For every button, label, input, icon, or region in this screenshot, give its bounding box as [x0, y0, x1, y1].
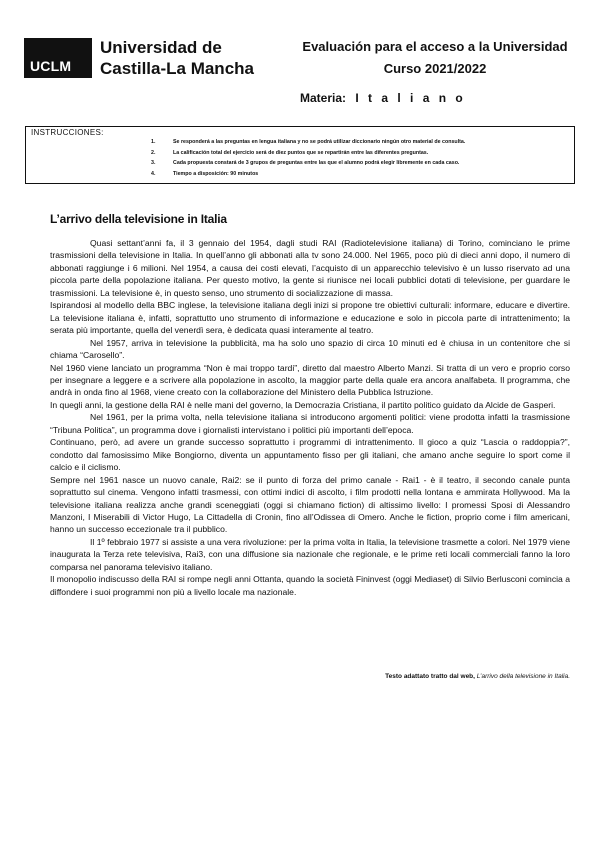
instructions-list	[151, 137, 465, 179]
article-paragraph: Il 1º febbraio 1977 si assiste a una vera rivoluzione: per la prima volta in Italia, la televisione trasmette a colori. Nel 1979 viene inaugurata la Terza rete televisiva, Rai3, con una diffusione sia nazionale che regionale, e le prime reti locali commerciali fanno la loro comparsa nel panorama televisivo italiano.	[50, 536, 570, 572]
exam-title: Evaluación para el acceso a la Universidad	[302, 39, 568, 54]
article-paragraph: Sempre nel 1961 nasce un nuovo canale, Rai2: se il punto di forza del primo canale - Rai1 - è il teatro, il secondo canale punta soprattutto sul cinema. Vengono infatti trasmessi, con ottimi indici di ascolto, i film prodotti nella lontana e ammirata Hollywood. Ma la televisione italiana realizza anche grandi sceneggiati (oggi si chiamano fiction) di altissimo livello: I promessi Sposi di Alessandro Manzoni, I Miserabili di Victor Hugo, La Cittadella di Cronin, fino all’Odissea di Omero. Anche le fiction, proprio come i film americani, hanno un successo eccezionale tra il pubblico.	[50, 474, 570, 535]
article-paragraph: Nel 1960 viene lanciato un programma “Non è mai troppo tardi”, diretto dal maestro Alberto Manzi. Si tratta di un vero e proprio corso per insegnare a leggere e a scrivere alla popolazione in ascolto, la maggior parte della quale era ancora analfabeta. Il programma, che andrà in onda fino al 1968, viene creato con la collaborazione del Ministero della Pubblica Istruzione.	[50, 362, 570, 398]
subject-value: I t a l i a n o	[355, 91, 466, 105]
instruction-item: 4. Tiempo a disposición: 90 minutos	[151, 170, 259, 177]
article-title: L’arrivo della televisione in Italia	[50, 212, 227, 226]
instruction-item: 1. Se responderá a las preguntas en lengua italiana y no se podrá utilizar diccionario ningún otro material de consulta.	[151, 139, 466, 145]
instructions-box	[25, 126, 575, 184]
article-body	[50, 237, 570, 598]
course-label: Curso 2021/2022	[383, 61, 487, 76]
article-paragraph: In quegli anni, la gestione della RAI è nelle mani del governo, la Democrazia Cristiana, il partito politico guidato da Alcide de Gasperi.	[50, 399, 556, 410]
instruction-item: 3. Cada propuesta constará de 3 grupos de preguntas entre las que el alumno podrá elegir libremente en cada caso.	[151, 160, 460, 166]
logo-text: UCLM	[30, 58, 72, 74]
article-paragraph: Continuano, però, ad avere un grande successo soprattutto i programmi di intrattenimento. Il gioco a quiz “Lascia o raddoppia?”, condotto dal famosissimo Mike Bongiorno, diventa un appuntamento fisso per gli italiani, che amano anche seguire lo sport come il calcio e il ciclismo.	[50, 437, 570, 473]
instruction-item: 2. La calificación total del ejercicio será de diez puntos que se repartirán entre las diferentes preguntas.	[151, 149, 429, 156]
article-paragraph: Nel 1957, arriva in televisione la pubblicità, ma ha solo uno spazio di circa 10 minuti ed è chiusa in un contenitore che si chiama “Carosello”.	[50, 337, 570, 361]
instructions-title: INSTRUCCIONES:	[31, 128, 104, 137]
article-paragraph: Il monopolio indiscusso della RAI si rompe negli anni Ottanta, quando la società Fininvest (oggi Mediaset) di Silvio Berlusconi comincia a diffondere i suoi programmi non più a livello locale ma nazionale.	[50, 574, 570, 597]
article-paragraph: Nel 1961, per la prima volta, nella televisione italiana si introducono argomenti politici: viene prodotta infatti la trasmissione “Tribuna Politica”, un programma dove i giornalisti intervistano i politici più importanti dell’epoca.	[50, 412, 570, 435]
uclm-logo	[24, 38, 92, 78]
source-title: L’arrivo della televisione in Italia.	[476, 673, 570, 680]
article-paragraph: Ispirandosi al modello della BBC inglese, la televisione italiana degli inizi si propone tre obiettivi culturali: informare, educare e divertire. La televisione italiana è, infatti, soprattutto uno strumento di informazione e educazione e solo in piccola parte di intrattenimento; la serata più importante, quella del venerdì sera, è dedicata quasi interamente al teatro.	[50, 300, 570, 336]
university-name	[100, 37, 254, 79]
source-prefix: Testo adattato tratto dal web,	[385, 673, 475, 680]
exam-header	[270, 36, 600, 80]
subject-line	[300, 91, 466, 105]
university-name-line2: Castilla-La Mancha	[100, 59, 254, 78]
subject-label: Materia:	[300, 91, 347, 105]
source-note	[385, 673, 570, 680]
university-name-line1: Universidad de	[100, 38, 222, 57]
article-paragraph: Quasi settant’anni fa, il 3 gennaio del 1954, dagli studi RAI (Radiotelevisione italiana) di Torino, cominciano le prime trasmissioni della televisione in Italia. In quell’anno gli abbonati alla tv sono 24.000. Nel 1965, poco più di dieci anni dopo, il numero di abbonati raggiunge i 6 milioni. Nel 1954, a causa dei costi elevati, l’acquisto di un apparecchio televisivo è un lusso riservato ad una piccola parte della popolazione italiana. Per questo motivo, la gente si riunisce nei locali pubblici dotati di televisione, per guardare le trasmissioni. La televisione è, in questo senso, uno strumento di socializzazione di massa.	[50, 238, 570, 298]
